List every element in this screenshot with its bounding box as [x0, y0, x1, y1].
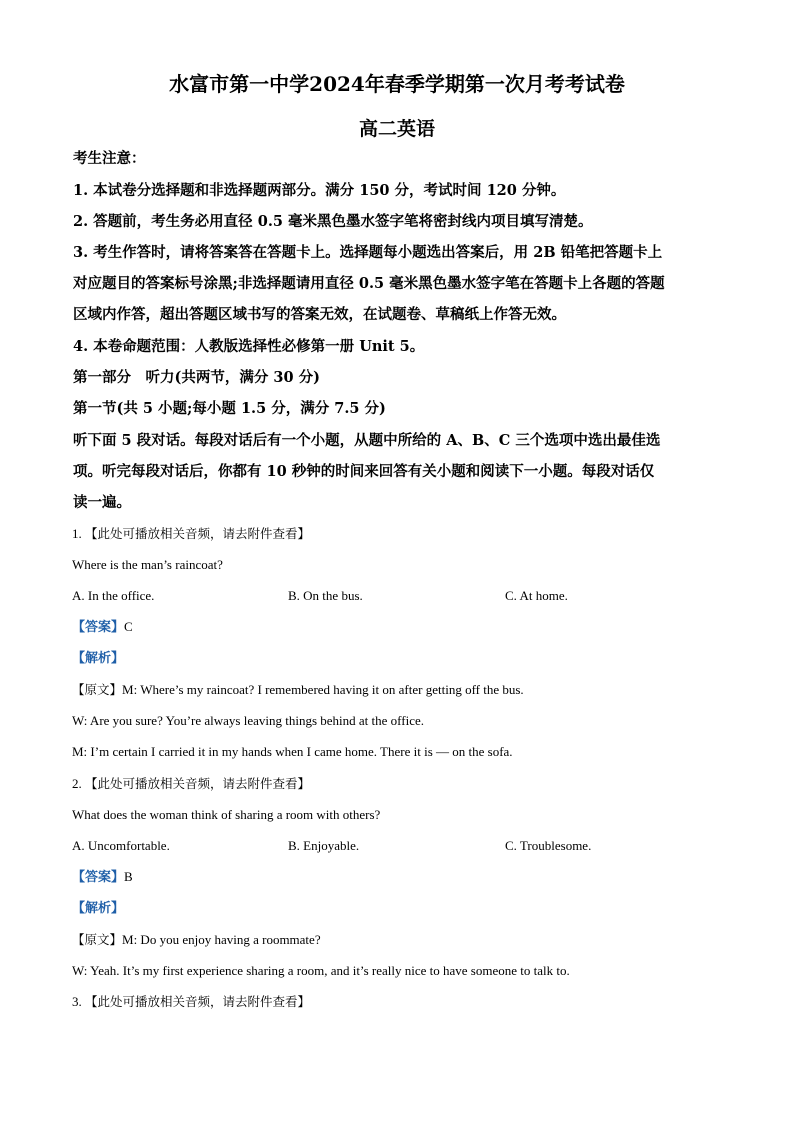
question-1-header [72, 526, 310, 542]
analysis-label: 【解析】 [72, 901, 125, 916]
note-item-1: 1. 本试卷分选择题和非选择题两部分。满分 150 分，考试时间 120 分钟。 [73, 182, 566, 199]
notes-heading: 考生注意： [73, 150, 146, 167]
instructions-line-3: 读一遍。 [73, 494, 131, 511]
question-2-answer [72, 869, 133, 886]
note-item-4: 4. 本卷命题范围：人教版选择性必修第一册 Unit 5。 [73, 338, 425, 355]
instructions-line-2: 项。听完每段对话后，你都有 10 秒钟的时间来回答有关小题和阅读下一小题。每段对话仅 [73, 463, 655, 480]
exam-subtitle: 高二英语 [358, 118, 435, 140]
question-1-stem: Where is the man’s raincoat? [72, 557, 223, 572]
question-1-script-line-3: M: I’m certain I carried it in my hands when I came home. There it is — on the sofa. [72, 744, 513, 759]
note-item-3-cont-2: 区域内作答，超出答题区域书写的答案无效，在试题卷、草稿纸上作答无效。 [73, 306, 566, 323]
audio-placeholder-link[interactable]: 【此处可播放相关音频，请去附件查看】 [85, 526, 311, 541]
exam-title: 水富市第一中学2024年春季学期第一次月考考试卷 [169, 72, 625, 96]
note-item-2: 2. 答题前，考生务必用直径 0.5 毫米黑色墨水签字笔将密封线内项目填写清楚。 [73, 213, 593, 230]
question-1-answer [72, 619, 133, 636]
answer-label: 【答案】 [72, 870, 125, 885]
note-item-3-cont-1: 对应题目的答案标号涂黑;非选择题请用直径 0.5 毫米黑色墨水签字笔在答题卡上各题的答题 [73, 275, 665, 292]
question-number: 2. [72, 776, 82, 791]
question-2-option-c: C. Troublesome. [505, 838, 592, 853]
question-2-header [72, 776, 310, 792]
instructions-line-1: 听下面 5 段对话。每段对话后有一个小题，从题中所给的 A、B、C 三个选项中选出最佳选 [73, 432, 661, 449]
question-2-script-line-1 [72, 932, 321, 948]
question-number: 1. [72, 526, 82, 541]
question-1-option-b: B. On the bus. [288, 588, 363, 603]
question-1-script-line-1 [72, 682, 524, 698]
question-1-option-a: A. In the office. [72, 588, 155, 603]
answer-value: C [124, 619, 133, 634]
audio-placeholder-link[interactable]: 【此处可播放相关音频，请去附件查看】 [85, 994, 311, 1009]
analysis-label: 【解析】 [72, 651, 125, 666]
question-2-option-a: A. Uncomfortable. [72, 838, 170, 853]
question-2-script-line-2: W: Yeah. It’s my first experience sharing a room, and it’s really nice to have someone to talk to. [72, 963, 570, 978]
note-item-3: 3. 考生作答时，请将答案答在答题卡上。选择题每小题选出答案后，用 2B 铅笔把答题卡上 [73, 244, 663, 261]
question-1-analysis [72, 650, 124, 667]
question-2-option-b: B. Enjoyable. [288, 838, 360, 853]
question-2-stem: What does the woman think of sharing a room with others? [72, 807, 381, 822]
question-1-option-c: C. At home. [505, 588, 568, 603]
script-text: M: Where’s my raincoat? I remembered having it on after getting off the bus. [122, 682, 524, 697]
question-3-header [72, 994, 310, 1010]
part-heading: 第一部分 听力(共两节，满分 30 分) [73, 369, 320, 386]
section-heading: 第一节(共 5 小题;每小题 1.5 分，满分 7.5 分) [73, 400, 386, 417]
question-1-script-line-2: W: Are you sure? You’re always leaving things behind at the office. [72, 713, 424, 728]
script-text: M: Do you enjoy having a roommate? [122, 932, 321, 947]
answer-label: 【答案】 [72, 620, 125, 635]
original-label: 【原文】 [72, 932, 123, 947]
answer-value: B [124, 869, 133, 884]
original-label: 【原文】 [72, 682, 123, 697]
question-number: 3. [72, 994, 82, 1009]
question-2-analysis [72, 900, 124, 917]
audio-placeholder-link[interactable]: 【此处可播放相关音频，请去附件查看】 [85, 776, 311, 791]
